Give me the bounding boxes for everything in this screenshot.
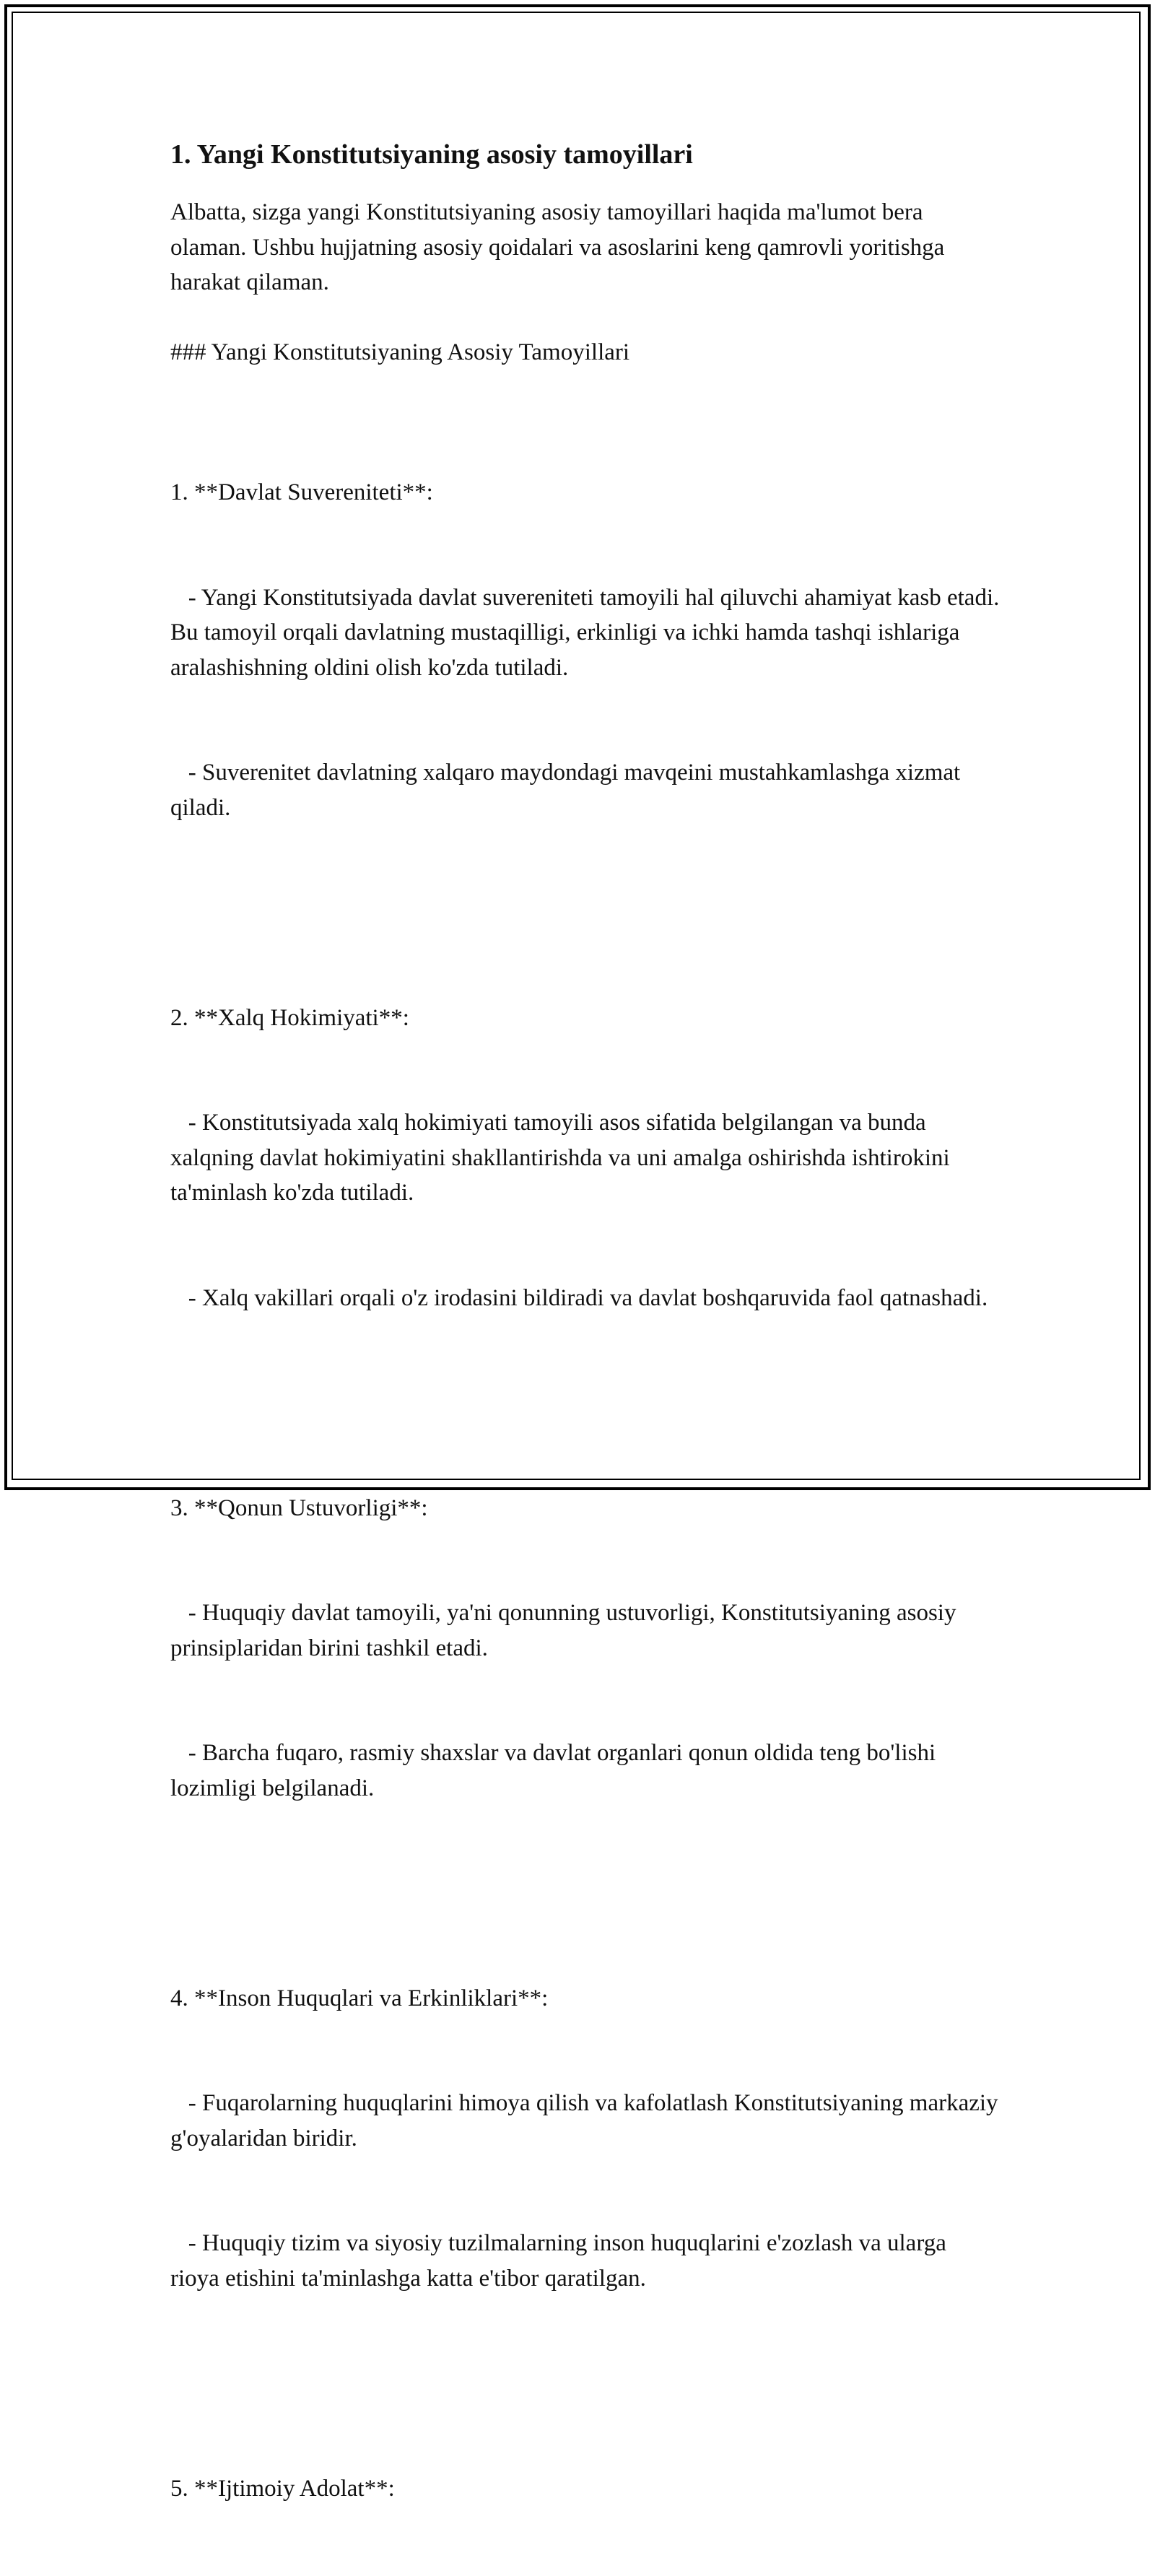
section-subheading: ### Yangi Konstitutsiyaning Asosiy Tamoyillari xyxy=(170,335,1001,370)
principle-bullet: - Konstitutsiyada xalq hokimiyati tamoyili asos sifatida belgilangan va bunda xalqning davlat hokimiyatini shakllantirishda va uni amalga oshirishda ishtirokini ta'minlash ko'zda tutiladi. xyxy=(170,1105,1001,1211)
principle-bullet: - Barcha fuqaro, rasmiy shaxslar va davlat organlari qonun oldida teng bo'lishi lozimligi belgilanadi. xyxy=(170,1736,1001,1806)
principle-bullet: - Suverenitet davlatning xalqaro maydondagi mavqeini mustahkamlashga xizmat qiladi. xyxy=(170,755,1001,825)
document-title: 1. Yangi Konstitutsiyaning asosiy tamoyillari xyxy=(170,134,1001,175)
principle-heading: 5. **Ijtimoiy Adolat**: xyxy=(170,2471,1001,2507)
principle-section-5 xyxy=(170,2401,1001,2576)
principle-section-4 xyxy=(170,1911,1001,2367)
principle-section-2 xyxy=(170,931,1001,1386)
principle-bullet: - Fuqarolarning huquqlarini himoya qilish va kafolatlash Konstitutsiyaning markaziy g'oyalaridan biridir. xyxy=(170,2086,1001,2156)
principle-bullet: - Huquqiy davlat tamoyili, ya'ni qonunning ustuvorligi, Konstitutsiyaning asosiy prinsiplaridan birini tashkil etadi. xyxy=(170,1596,1001,1666)
intro-paragraph: Albatta, sizga yangi Konstitutsiyaning asosiy tamoyillari haqida ma'lumot bera olaman. Ushbu hujjatning asosiy qoidalari va asoslarini keng qamrovli yoritishga harakat qilaman. xyxy=(170,195,1001,300)
principle-bullet: - Xalq vakillari orqali o'z irodasini bildiradi va davlat boshqaruvida faol qatnashadi. xyxy=(170,1281,1001,1316)
principle-heading: 4. **Inson Huquqlari va Erkinliklari**: xyxy=(170,1981,1001,2016)
principle-section-3 xyxy=(170,1421,1001,1876)
principle-bullet: - Huquqiy tizim va siyosiy tuzilmalarning inson huquqlarini e'zozlash va ularga rioya etishini ta'minlashga katta e'tibor qaratilgan. xyxy=(170,2226,1001,2296)
document-body xyxy=(170,134,1001,2576)
principle-bullet: - Yangi Konstitutsiyada davlat suvereniteti tamoyili hal qiluvchi ahamiyat kasb etadi. Bu tamoyil orqali davlatning mustaqilligi, erkinligi va ichki hamda tashqi ishlariga aralashishning oldini olish ko'zda tutiladi. xyxy=(170,580,1001,686)
principle-heading: 3. **Qonun Ustuvorligi**: xyxy=(170,1491,1001,1526)
principle-section-1 xyxy=(170,405,1001,895)
principle-heading: 2. **Xalq Hokimiyati**: xyxy=(170,1001,1001,1036)
principle-heading: 1. **Davlat Suvereniteti**: xyxy=(170,475,1001,510)
